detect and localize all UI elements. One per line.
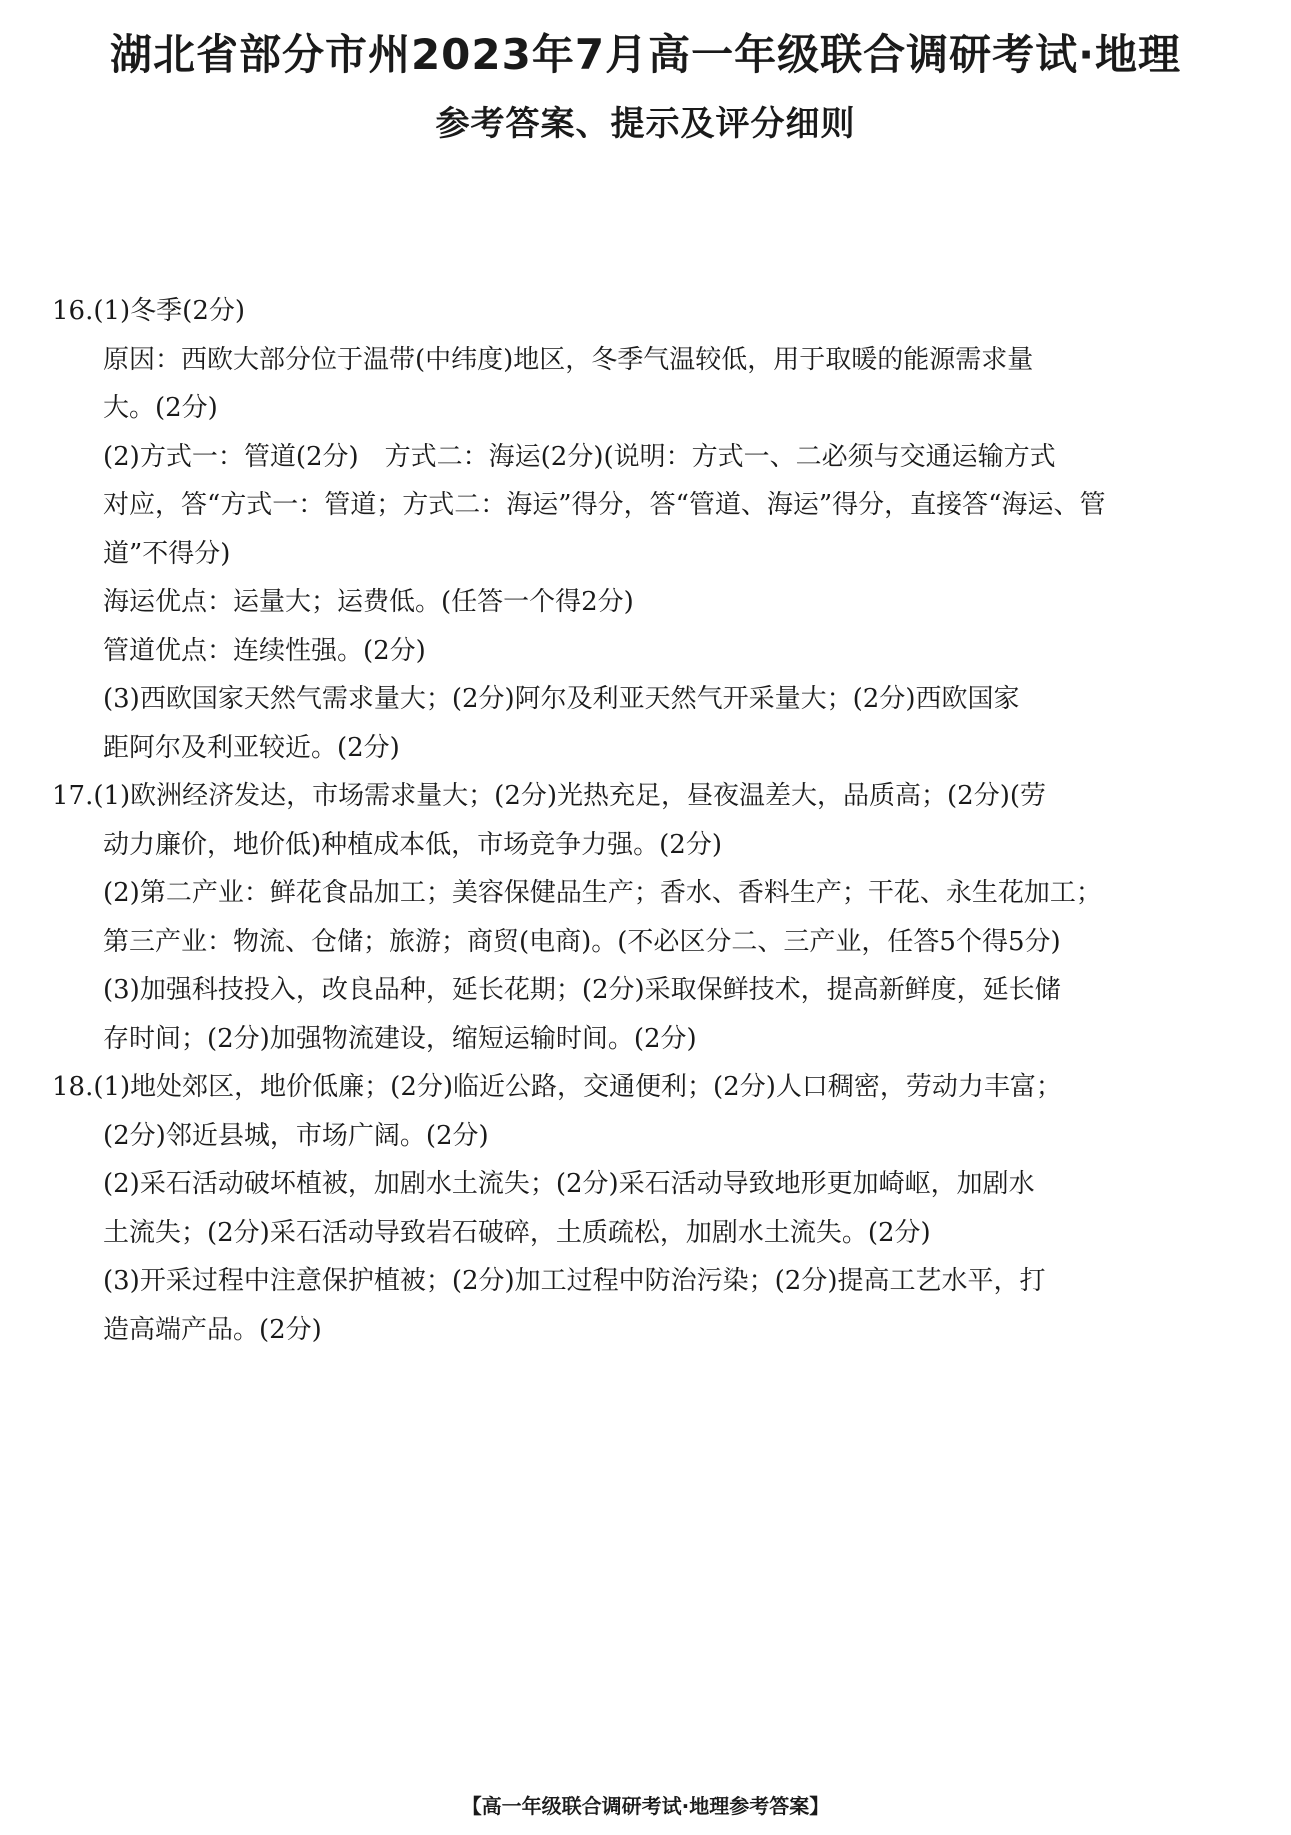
choice-answers-row-1	[52, 190, 1242, 239]
q16-line: 大。(2分)	[103, 393, 218, 423]
q16-line: 16.(1)冬季(2分)	[52, 296, 246, 326]
q18-line: (3)开采过程中注意保护植被；(2分)加工过程中防治污染；(2分)提高工艺水平，打	[103, 1266, 1046, 1296]
q17-line: (2)第二产业：鲜花食品加工；美容保健品生产；香水、香料生产；干花、永生花加工；	[103, 878, 1102, 908]
q16-line: (2)方式一：管道(2分) 方式二：海运(2分)(说明：方式一、二必须与交通运输方式	[103, 441, 1056, 472]
q17-line: 存时间；(2分)加强物流建设，缩短运输时间。(2分)	[103, 1023, 697, 1054]
page-footer: 【高一年级联合调研考试·地理参考答案】	[461, 1794, 830, 1818]
q16-line: 道”不得分)	[103, 538, 231, 569]
q17-line: 动力廉价，地价低)种植成本低，市场竞争力强。(2分)	[103, 829, 722, 860]
q16-line: 原因：西欧大部分位于温带(中纬度)地区，冬季气温较低，用于取暖的能源需求量	[103, 344, 1034, 375]
page-title: 湖北省部分市州2023年7月高一年级联合调研考试·地理	[109, 30, 1182, 79]
q18-line: (2)采石活动破坏植被，加剧水土流失；(2分)采石活动导致地形更加崎岖，加剧水	[103, 1169, 1035, 1199]
q18-line: 造高端产品。(2分)	[103, 1314, 322, 1345]
page-subtitle: 参考答案、提示及评分细则	[435, 104, 856, 144]
q17-line: 第三产业：物流、仓储；旅游；商贸(电商)。(不必区分二、三产业，任答5个得5分)	[103, 926, 1061, 957]
q18-line: 18.(1)地处郊区，地价低廉；(2分)临近公路，交通便利；(2分)人口稠密，劳动力丰富；	[52, 1072, 1062, 1102]
q16-line: 管道优点：连续性强。(2分)	[103, 635, 426, 666]
q16-line: 海运优点：运量大；运费低。(任答一个得2分)	[103, 587, 634, 617]
q17-line: (3)加强科技投入，改良品种，延长花期；(2分)采取保鲜技术，提高新鲜度，延长储	[103, 975, 1061, 1005]
choice-answers-row-2	[52, 239, 1242, 288]
q16-line: 对应，答“方式一：管道；方式二：海运”得分，答“管道、海运”得分，直接答“海运、管	[103, 490, 1106, 520]
answer-content	[52, 190, 1242, 1354]
q18-line: (2分)邻近县城，市场广阔。(2分)	[103, 1120, 489, 1151]
q16-line: 距阿尔及利亚较近。(2分)	[103, 732, 400, 763]
q17-line: 17.(1)欧洲经济发达，市场需求量大；(2分)光热充足，昼夜温差大，品质高；(2分)(劳	[52, 781, 1046, 811]
q16-line: (3)西欧国家天然气需求量大；(2分)阿尔及利亚天然气开采量大；(2分)西欧国家	[103, 684, 1020, 714]
q18-line: 土流失；(2分)采石活动导致岩石破碎，土质疏松，加剧水土流失。(2分)	[103, 1217, 931, 1248]
